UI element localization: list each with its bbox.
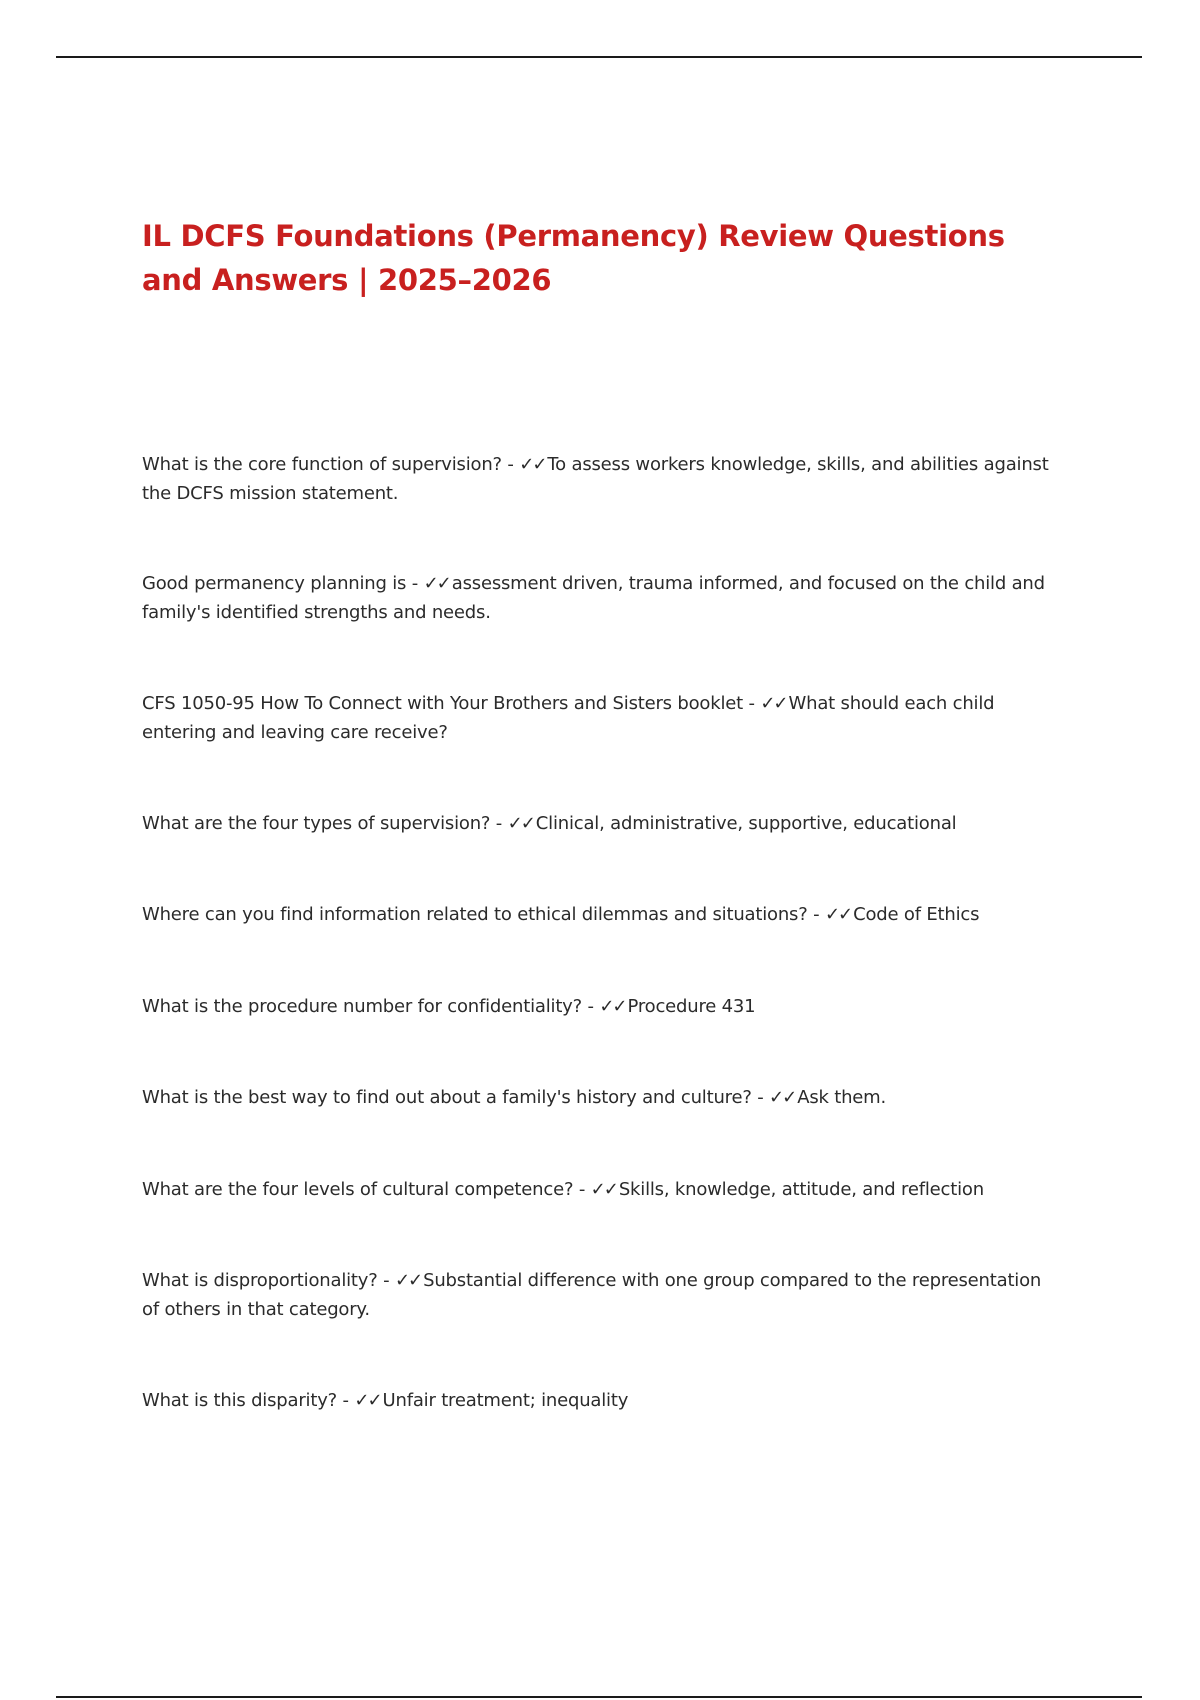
qa-separator: - bbox=[337, 1390, 355, 1411]
qa-question: CFS 1050-95 How To Connect with Your Brothers and Sisters booklet bbox=[142, 693, 743, 714]
double-check-icon: ✓✓ bbox=[769, 1087, 796, 1108]
qa-separator: - bbox=[377, 1270, 395, 1291]
double-check-icon: ✓✓ bbox=[760, 693, 787, 714]
qa-item bbox=[142, 992, 755, 1021]
qa-answer: Ask them. bbox=[797, 1087, 887, 1108]
qa-item bbox=[142, 1386, 628, 1415]
qa-separator: - bbox=[751, 1087, 770, 1108]
double-check-icon: ✓✓ bbox=[394, 1270, 422, 1291]
bottom-rule bbox=[56, 1696, 1142, 1698]
qa-separator: - bbox=[490, 813, 508, 834]
qa-item bbox=[142, 1266, 1062, 1324]
qa-question: What is disproportionality? bbox=[142, 1270, 378, 1291]
qa-question: What are the four levels of cultural competence? bbox=[142, 1179, 574, 1200]
qa-separator: - bbox=[582, 996, 600, 1017]
top-rule bbox=[56, 56, 1142, 58]
double-check-icon: ✓✓ bbox=[519, 454, 546, 475]
double-check-icon: ✓✓ bbox=[824, 904, 852, 925]
qa-item bbox=[142, 1175, 984, 1204]
qa-answer: To assess workers knowledge, skills, and abilities against the DCFS mission statement. bbox=[142, 454, 1049, 504]
qa-answer: What should each child entering and leaving care receive? bbox=[142, 693, 995, 743]
double-check-icon: ✓✓ bbox=[590, 1179, 617, 1200]
qa-answer: Unfair treatment; inequality bbox=[382, 1390, 629, 1411]
qa-question: What is the procedure number for confidentiality? bbox=[142, 996, 582, 1017]
qa-answer: Skills, knowledge, attitude, and reflection bbox=[618, 1179, 984, 1200]
qa-item bbox=[142, 1083, 886, 1112]
document-title: IL DCFS Foundations (Permanency) Review Questions and Answers | 2025–2026 bbox=[142, 219, 1005, 297]
qa-question: What are the four types of supervision? bbox=[142, 813, 491, 834]
qa-separator: - bbox=[501, 454, 520, 475]
double-check-icon: ✓✓ bbox=[423, 573, 450, 594]
qa-question: What is the best way to find out about a family's history and culture? bbox=[142, 1087, 752, 1108]
qa-item bbox=[142, 450, 1062, 508]
qa-item bbox=[142, 900, 979, 929]
qa-question: What is the core function of supervision? bbox=[142, 454, 502, 475]
double-check-icon: ✓✓ bbox=[599, 996, 626, 1017]
qa-item bbox=[142, 689, 1062, 747]
qa-answer: Code of Ethics bbox=[853, 904, 980, 925]
qa-answer: assessment driven, trauma informed, and focused on the child and family's identified strengths and needs. bbox=[142, 573, 1045, 623]
qa-question: Good permanency planning is bbox=[142, 573, 407, 594]
double-check-icon: ✓✓ bbox=[354, 1390, 381, 1411]
qa-answer: Substantial difference with one group compared to the representation of others in that category. bbox=[142, 1270, 1042, 1320]
qa-question: Where can you find information related to ethical dilemmas and situations? bbox=[142, 904, 808, 925]
qa-answer: Procedure 431 bbox=[627, 996, 756, 1017]
qa-separator: - bbox=[573, 1179, 591, 1200]
qa-separator: - bbox=[406, 573, 424, 594]
qa-answer: Clinical, administrative, supportive, educational bbox=[535, 813, 957, 834]
qa-separator: - bbox=[807, 904, 825, 925]
qa-item bbox=[142, 569, 1062, 627]
qa-separator: - bbox=[743, 693, 761, 714]
qa-item bbox=[142, 809, 956, 838]
qa-question: What is this disparity? bbox=[142, 1390, 338, 1411]
double-check-icon: ✓✓ bbox=[507, 813, 534, 834]
